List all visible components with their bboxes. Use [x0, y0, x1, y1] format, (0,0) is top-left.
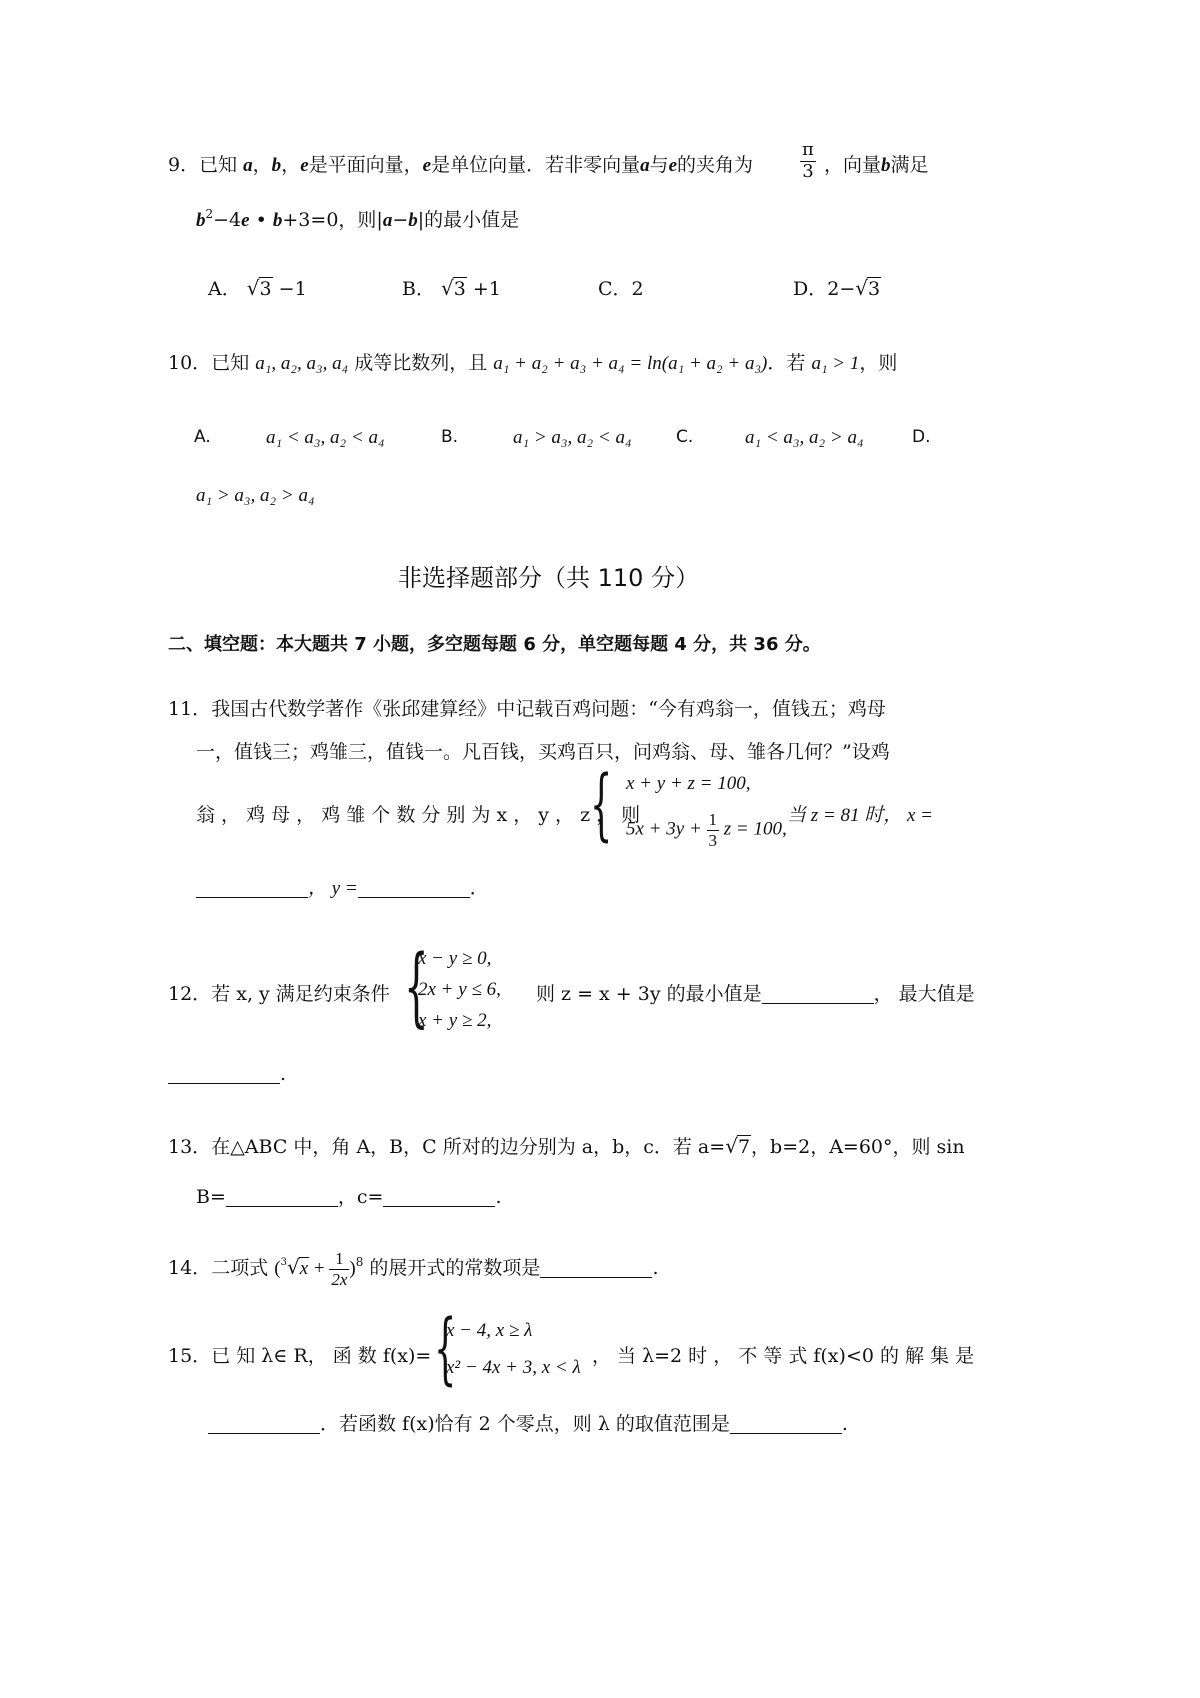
- q15-number: 15．: [168, 1345, 212, 1367]
- q15-brace: {: [434, 1304, 457, 1394]
- q10-option-b-expr: a₁ > a₃, a₂ < a₄: [513, 427, 632, 448]
- q11-eq2: 5x + 3y + $\frac{1}{3}$ z = 100,: [626, 810, 787, 850]
- q10-option-d-expr: a₁ > a₃, a₂ > a₄: [196, 485, 315, 506]
- q9-line2: $b^2-4e$ • b+3=0，则|a−b|的最小值是: [196, 207, 520, 231]
- q10-option-d-label[interactable]: D.: [912, 427, 931, 447]
- q9-pi-over-3: $\frac{\pi}{3}$: [802, 139, 814, 182]
- q12-answer-max[interactable]: [168, 1064, 280, 1084]
- q12-c2: 2x + y ≤ 6,: [418, 979, 501, 1000]
- q14-answer[interactable]: [540, 1258, 652, 1278]
- q9-option-a[interactable]: A． √3 −1: [208, 276, 307, 300]
- q12-rest: 则 z = x + 3y 的最小值是 ， 最大值是: [536, 983, 975, 1005]
- q10-option-b-label[interactable]: B.: [441, 427, 459, 447]
- q10-number: 10．: [168, 352, 212, 374]
- q10-option-c-label[interactable]: C.: [676, 427, 694, 447]
- q11-eq1: x + y + z = 100,: [626, 773, 751, 794]
- q12-c1: x − y ≥ 0,: [418, 948, 492, 969]
- q13-line1: 13．在△ABC 中，角 A，B，C 所对的边分别为 a，b，c．若 a=√7，b=2，A=60°，则 sin: [168, 1134, 965, 1158]
- q10-option-c-expr: a₁ < a₃, a₂ > a₄: [745, 427, 864, 448]
- q11-brace: {: [590, 760, 613, 850]
- q13-line2: B= ，c= .: [196, 1186, 502, 1208]
- q11-number: 11．: [168, 698, 212, 720]
- q15-line1-tail: ， 当 λ=2 时 ， 不 等 式 f(x)<0 的 解 集 是: [592, 1345, 975, 1367]
- q15-piece1: x − 4, x ≥ λ: [446, 1320, 533, 1341]
- q12-answer-min[interactable]: [762, 984, 874, 1004]
- q11-line3: 翁 ， 鸡 母 ， 鸡 雏 个 数 分 别 为 x ， y ， z ， 则: [196, 804, 641, 826]
- q12-c3: x + y ≥ 2,: [418, 1010, 492, 1031]
- part2-heading: 二、填空题：本大题共 7 小题，多空题每题 6 分，单空题每题 4 分，共 36 分。: [168, 634, 821, 655]
- q13-number: 13．: [168, 1136, 212, 1158]
- q12-number: 12．: [168, 983, 212, 1005]
- section-title: 非选择题部分（共 110 分）: [398, 564, 700, 592]
- q13-answer-c[interactable]: [383, 1187, 495, 1207]
- q13-answer-sinb[interactable]: [226, 1187, 338, 1207]
- q9-line1: 9．已知 a，b，e是平面向量，e是单位向量．若非零向量a与e的夹角为: [168, 154, 754, 176]
- q9-number: 9．: [168, 154, 200, 176]
- q14-number: 14．: [168, 1257, 212, 1280]
- q10-stem: 10．已知 a₁, a₂, a₃, a₄ 成等比数列，且 a₁ + a₂ + a₃ + a₄ = ln(a₁ + a₂ + a₃)．若 a₁ > 1，则: [168, 352, 898, 374]
- q9-option-b[interactable]: B． √3 +1: [402, 276, 501, 300]
- q11-answer-y[interactable]: [358, 878, 470, 898]
- q15-answer-set[interactable]: [208, 1414, 320, 1434]
- q11-after: 当 z = 81 时， x =: [787, 805, 933, 826]
- q12-line2: .: [168, 1063, 286, 1085]
- q10-option-a-expr: a₁ < a₃, a₂ < a₄: [266, 427, 385, 448]
- q15-piece2: x² − 4x + 3, x < λ: [446, 1357, 581, 1378]
- q10-option-a-label[interactable]: A.: [194, 427, 211, 447]
- q11-line2: 一，值钱三；鸡雏三，值钱一。凡百钱，买鸡百只，问鸡翁、母、雏各几何？”设鸡: [196, 741, 890, 763]
- q15-line2: ．若函数 f(x)恰有 2 个零点，则 λ 的取值范围是 .: [208, 1409, 848, 1436]
- q11-answer-x[interactable]: [196, 878, 308, 898]
- q12-number-line: 12．若 x, y 满足约束条件: [168, 983, 390, 1005]
- q12-brace: {: [404, 937, 429, 1037]
- q15-answer-range[interactable]: [730, 1414, 842, 1434]
- q9-option-c[interactable]: C．2: [598, 278, 644, 300]
- q15-line1: 15．已 知 λ∈ R， 函 数 f(x)=: [168, 1345, 432, 1367]
- q9-line1-tail: ，向量b满足: [824, 154, 929, 176]
- q11-line1: 11．我国古代数学著作《张邱建算经》中记载百鸡问题：“今有鸡翁一，值钱五；鸡母: [168, 698, 886, 720]
- q11-answers: ， y = ．: [196, 873, 489, 900]
- q14-line: 14．二项式 ($^3$√x + $\frac{1}{2x}$ )$^8$ 的展开式的常数项是 .: [168, 1249, 659, 1289]
- q9-option-d[interactable]: D．2−√3: [793, 276, 881, 300]
